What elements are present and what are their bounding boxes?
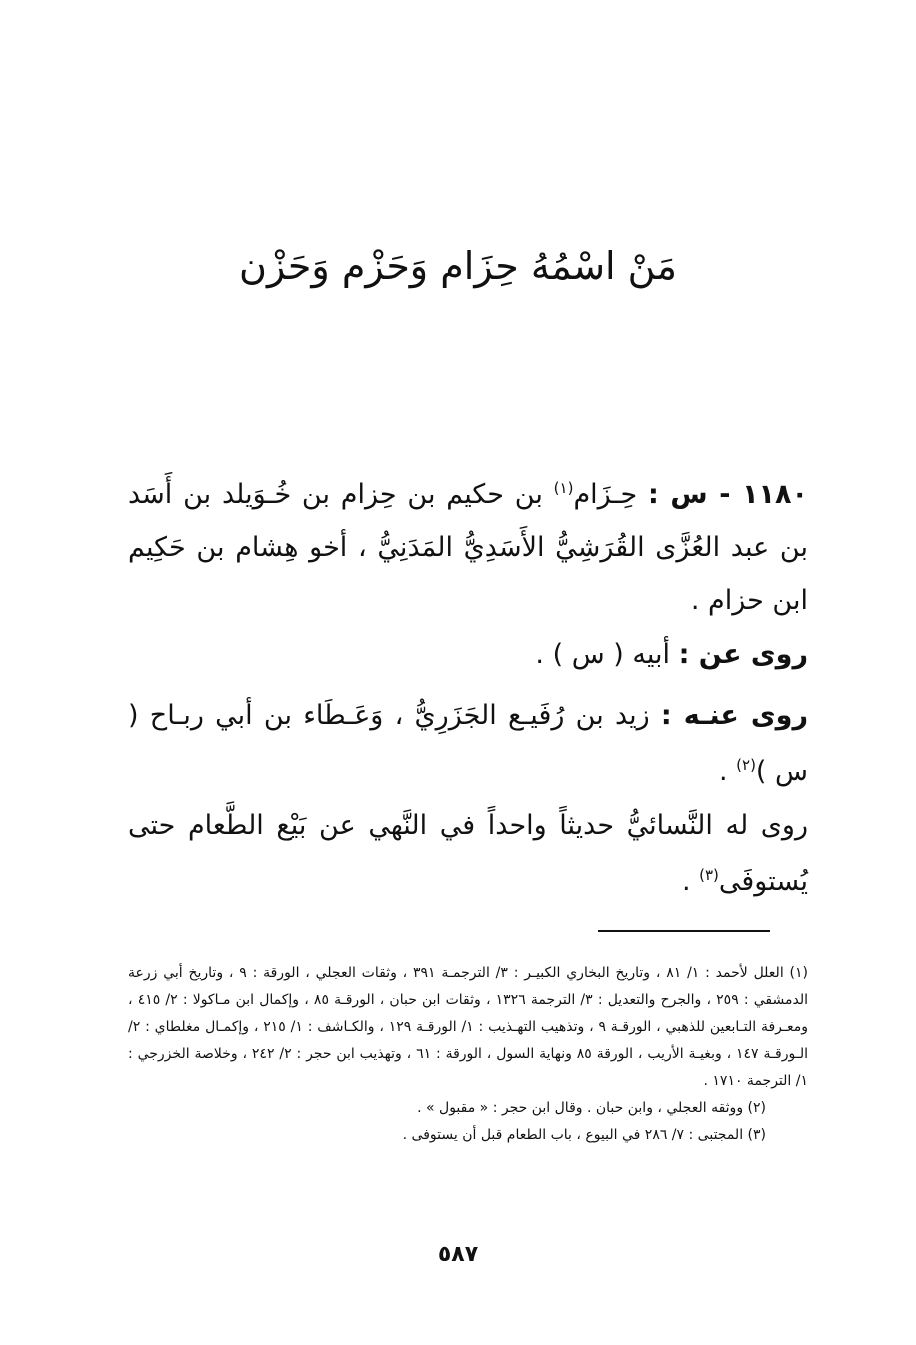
narrated-by-label: روى عنـه :: [660, 700, 808, 731]
biography-entry: [128, 468, 808, 627]
footnotes: [128, 960, 808, 1149]
entry-name: حِـزَام: [573, 479, 648, 510]
page-number: ٥٨٧: [437, 1242, 479, 1267]
narrated-by-paragraph: [128, 688, 808, 800]
footnote-separator: [598, 930, 770, 932]
footnote-2: (٢) ووثقه العجلي ، وابن حبان . وقال ابن حجر : « مقبول » .: [417, 1100, 766, 1116]
footnote-mark-1: (١): [553, 479, 574, 497]
hadith-text: روى له النَّسائيُّ حديثاً واحداً في النَّهي عن بَيْع الطَّعام حتى يُستوفَى: [128, 810, 808, 897]
entry-number: ١١٨٠ - س :: [647, 479, 808, 510]
chapter-title: مَنْ اسْمُهُ حِزَام وَحَزْم وَحَزْن: [239, 244, 677, 288]
narrated-by-text: زيد بن رُفَيـع الجَزَرِيُّ ، وَعَـطَاء بن أبي ربـاح ( س ): [128, 700, 808, 787]
narrated-by-end: .: [718, 756, 737, 787]
footnote-mark-2: (٢): [736, 756, 756, 774]
narrated-from-paragraph: [128, 628, 808, 681]
footnote-3: (٣) المجتبى : ٧/ ٢٨٦ في البيوع ، باب الطعام قبل أن يستوفى .: [402, 1127, 766, 1143]
hadith-end: .: [681, 866, 700, 897]
footnote-mark-3: (٣): [699, 866, 719, 884]
footnote-1: (١) العلل لأحمد : ١/ ٨١ ، وتاريخ البخاري الكبيـر : ٣/ الترجمـة ٣٩١ ، وثقات العجلي ، الورقة : ٩ ، وتاريخ أبي زرعة الدمشقي : ٢٥٩ ، والجرح والتعديل : ٣/ الترجمة ١٣٢٦ ، وثقات ابن حبان ، الورقـة ٨٥ ، وإكمال ابن مـاكولا : ٢/ ٤١٥ ، ومعـرفة التـابعين للذهبي ، الورقـة ٩ ، وتذهيب التهـذيب : ١/ الورقـة ١٢٩ ، والكـاشف : ١/ ٢١٥ ، وإكمـال مغلطاي : ٢/ الـورقـة ١٤٧ ، وبغيـة الأريب ، الورقة ٨٥ ونهاية السول ، الورقة : ٦١ ، وتهذيب ابن حجر : ٢/ ٢٤٢ ، وخلاصة الخزرجي : ١/ الترجمة ١٧١٠ .: [128, 965, 808, 1089]
narrated-from-text: أبيه ( س ) .: [535, 639, 679, 670]
hadith-paragraph: [128, 798, 808, 910]
entry-lineage: بن حكيم بن حِزام بن خُـوَيلد بن أَسَد بن عبد العُزَّى القُرَشِيُّ الأَسَدِيُّ المَدَنِيُّ ، أخو هِشام بن حَكِيم ابن حزام .: [128, 479, 808, 616]
narrated-from-label: روى عن :: [678, 639, 808, 670]
